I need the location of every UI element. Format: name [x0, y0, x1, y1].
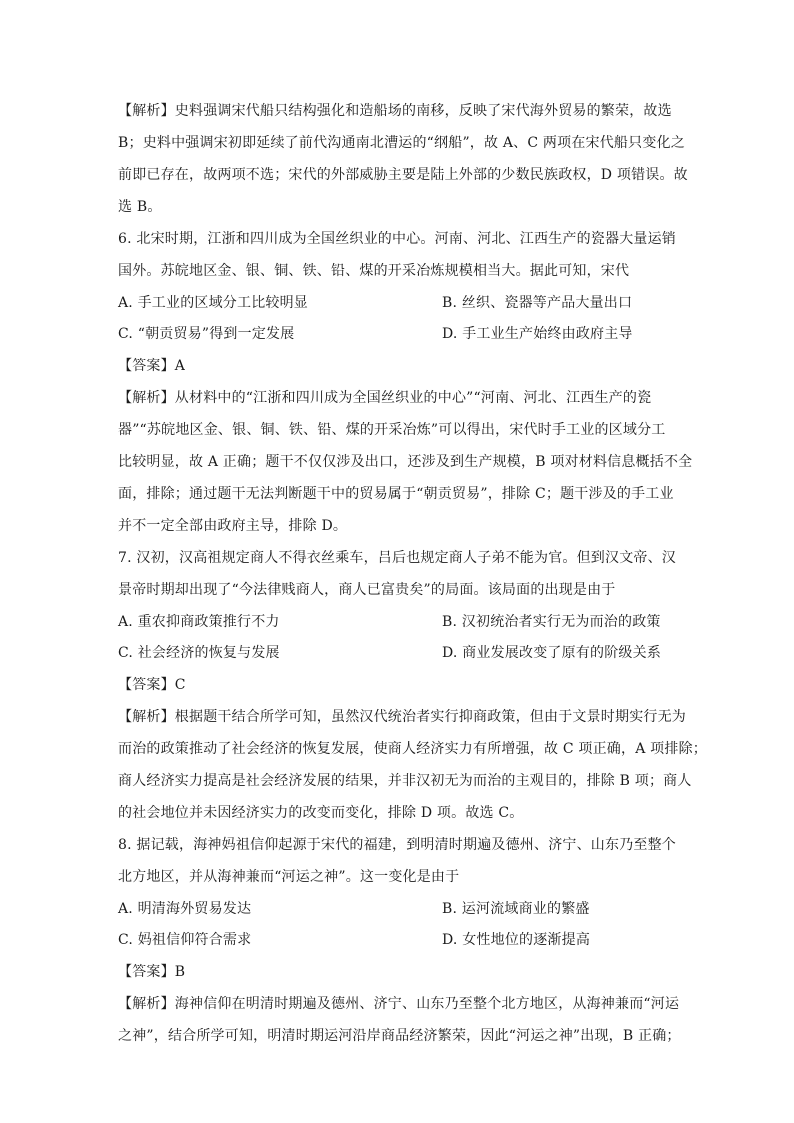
text-line: 而治的政策推动了社会经济的恢复发展，使商人经济实力有所增强，故 C 项正确，A 项排除；	[118, 741, 707, 757]
q8-answer: 【答案】B	[118, 964, 186, 980]
q7-option-d: D. 商业发展改变了原有的阶级关系	[442, 645, 662, 661]
text-line: 选 B。	[118, 199, 162, 215]
q7-option-a: A. 重农抑商政策推行不力	[118, 614, 280, 630]
text-line: 商人经济实力提高是社会经济发展的结果，并非汉初无为而治的主观目的，排除 B 项；商人	[118, 773, 692, 789]
text-line: 器”“苏皖地区金、银、铜、铁、铅、煤的开采冶炼”可以得出，宋代时手工业的区域分工	[118, 422, 666, 438]
text-line: 【解析】从材料中的“江浙和四川成为全国丝织业的中心”“河南、河北、江西生产的瓷	[118, 390, 652, 406]
question-8-stem: 北方地区，并从海神兼而“河运之神”。这一变化是由于	[118, 869, 460, 885]
text-line: B；史料中强调宋初即延续了前代沟通南北漕运的“纲船”，故 A、C 两项在宋代船只变化之	[118, 135, 685, 151]
q7-option-c: C. 社会经济的恢复与发展	[118, 645, 280, 661]
text-line: 前即已存在，故两项不选；宋代的外部威胁主要是陆上外部的少数民族政权，D 项错误。故	[118, 167, 688, 183]
question-7-stem: 7. 汉初，汉高祖规定商人不得衣丝乘车，吕后也规定商人子弟不能为官。但到汉文帝、汉	[118, 550, 677, 566]
q8-option-d: D. 女性地位的逐渐提高	[442, 932, 591, 948]
text-line: 比较明显，故 A 正确；题干不仅仅涉及出口，还涉及到生产规模，B 项对材料信息概括不全	[118, 454, 693, 470]
text-line: 之神”，结合所学可知，明清时期运河沿岸商品经济繁荣，因此“河运之神”出现，B 正确；	[118, 1028, 681, 1044]
q8-option-a: A. 明清海外贸易发达	[118, 901, 252, 917]
q6-option-b: B. 丝织、瓷器等产品大量出口	[442, 295, 633, 311]
q7-option-b: B. 汉初统治者实行无为而治的政策	[442, 614, 661, 630]
text-line: 的社会地位并未因经济实力的改变而变化，排除 D 项。故选 C。	[118, 805, 524, 821]
text-line: 【解析】根据题干结合所学可知，虽然汉代统治者实行抑商政策，但由于文景时期实行无为	[118, 709, 686, 725]
question-6-stem: 6. 北宋时期，江浙和四川成为全国丝织业的中心。河南、河北、江西生产的瓷器大量运销	[118, 231, 677, 247]
text-line: 【解析】史料强调宋代船只结构强化和造船场的南移，反映了宋代海外贸易的繁荣，故选	[118, 103, 672, 119]
q6-option-c: C. “朝贡贸易”得到一定发展	[118, 326, 295, 342]
question-8-stem: 8. 据记载，海神妈祖信仰起源于宋代的福建，到明清时期遍及德州、济宁、山东乃至整个	[118, 837, 677, 853]
text-line: 面，排除；通过题干无法判断题干中的贸易属于“朝贡贸易”，排除 C；题干涉及的手工业	[118, 486, 674, 502]
q6-answer: 【答案】A	[118, 358, 186, 374]
q8-option-c: C. 妈祖信仰符合需求	[118, 932, 252, 948]
q6-option-d: D. 手工业生产始终由政府主导	[442, 326, 633, 342]
text-line: 并不一定全部由政府主导，排除 D。	[118, 518, 348, 534]
question-6-stem: 国外。苏皖地区金、银、铜、铁、铅、煤的开采冶炼规模相当大。据此可知，宋代	[118, 263, 630, 279]
question-7-stem: 景帝时期却出现了“今法律贱商人，商人已富贵矣”的局面。该局面的出现是由于	[118, 582, 616, 598]
q8-option-b: B. 运河流域商业的繁盛	[442, 901, 590, 917]
q6-option-a: A. 手工业的区域分工比较明显	[118, 295, 309, 311]
q7-answer: 【答案】C	[118, 677, 186, 693]
text-line: 【解析】海神信仰在明清时期遍及德州、济宁、山东乃至整个北方地区，从海神兼而“河运	[118, 996, 680, 1012]
